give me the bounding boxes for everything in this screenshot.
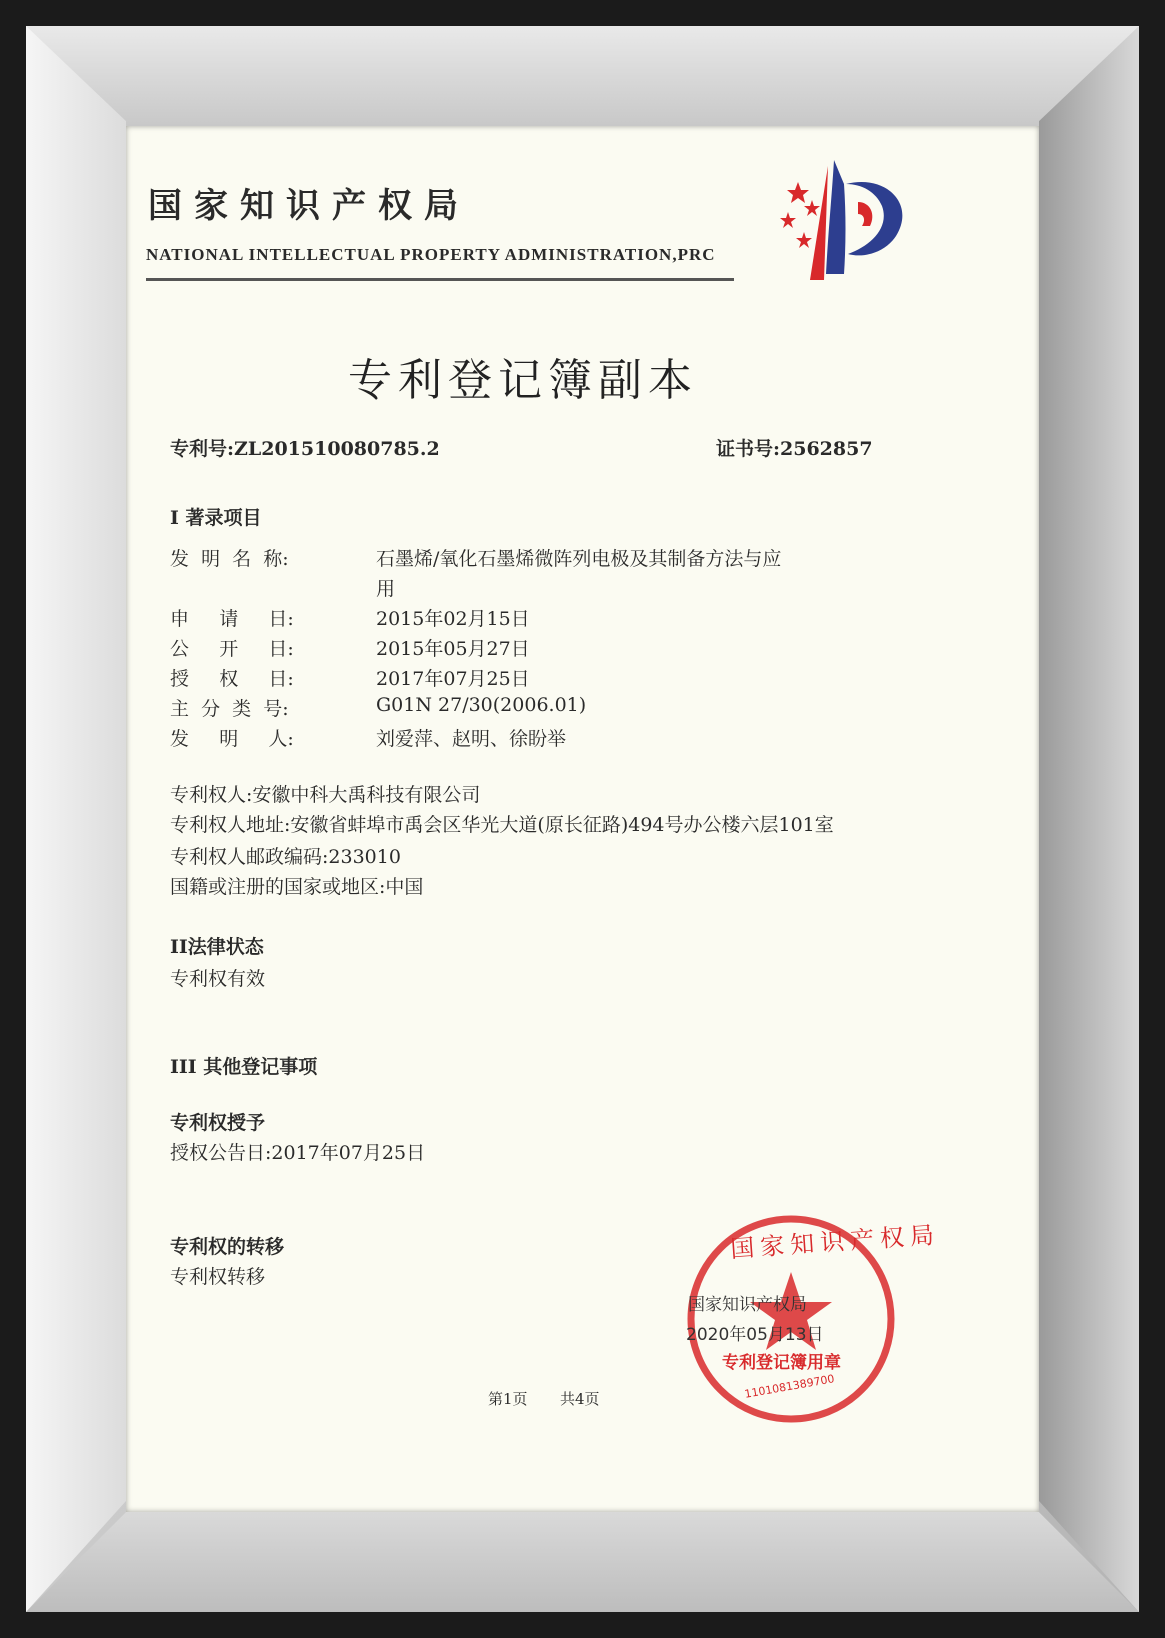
patent-owner-country: 国籍或注册的国家或地区:中国	[170, 876, 424, 898]
field-value-inventors: 刘爱萍、赵明、徐盼举	[376, 728, 567, 750]
page-number: 第1页	[488, 1390, 528, 1408]
grant-heading: 专利权授予	[170, 1112, 266, 1134]
field-value-filing-date: 2015年02月15日	[376, 608, 530, 630]
field-value-classification: G01N 27/30(2006.01)	[376, 694, 587, 716]
seal-date: 2020年05月13日	[686, 1325, 824, 1345]
certificate-paper	[126, 126, 1039, 1512]
field-label-grant-date: 授 权 日:	[170, 668, 294, 690]
section-3-heading: III 其他登记事项	[170, 1056, 318, 1078]
page-total: 共4页	[560, 1390, 600, 1408]
frame-mat-right	[1039, 26, 1139, 1612]
legal-status: 专利权有效	[170, 968, 266, 990]
grant-announcement-date: 授权公告日:2017年07月25日	[170, 1142, 426, 1164]
field-value-publication-date: 2015年05月27日	[376, 638, 530, 660]
field-value-grant-date: 2017年07月25日	[376, 668, 530, 690]
field-label-inventors: 发 明 人:	[170, 728, 294, 750]
patent-number: 专利号:ZL201510080785.2	[170, 438, 440, 460]
seal-ring-text: 国家知识产权局	[729, 1220, 941, 1264]
seal-org-name: 国家知识产权局	[688, 1295, 807, 1315]
transfer-heading: 专利权的转移	[170, 1236, 285, 1258]
org-name-cn: 国家知识产权局	[148, 186, 470, 226]
field-value-title-cont: 用	[376, 578, 396, 600]
section-1-heading: I 著录项目	[170, 507, 262, 529]
frame-mat-top	[26, 26, 1139, 126]
field-label-filing-date: 申 请 日:	[170, 608, 294, 630]
seal-label: 专利登记簿用章	[722, 1353, 841, 1373]
certificate-number: 证书号:2562857	[716, 438, 873, 460]
field-value-title: 石墨烯/氧化石墨烯微阵列电极及其制备方法与应	[376, 548, 782, 570]
field-label-publication-date: 公 开 日:	[170, 638, 294, 660]
transfer-text: 专利权转移	[170, 1266, 266, 1288]
section-2-heading: II法律状态	[170, 936, 264, 958]
cnipa-logo-icon	[766, 154, 916, 280]
frame-mat-bottom	[26, 1512, 1139, 1612]
field-label-classification: 主 分 类 号:	[170, 698, 289, 720]
document-title: 专利登记簿副本	[348, 355, 698, 406]
field-label-title: 发 明 名 称:	[170, 548, 289, 570]
seal-number: 1101081389700	[743, 1372, 836, 1401]
frame-mat-left	[26, 26, 126, 1612]
patent-owner-postcode: 专利权人邮政编码:233010	[170, 846, 401, 868]
patent-owner: 专利权人:安徽中科大禹科技有限公司	[170, 784, 481, 806]
org-name-en: NATIONAL INTELLECTUAL PROPERTY ADMINISTRATION,PRC	[146, 245, 716, 264]
header-rule	[146, 278, 734, 281]
patent-owner-address: 专利权人地址:安徽省蚌埠市禹会区华光大道(原长征路)494号办公楼六层101室	[170, 814, 834, 836]
